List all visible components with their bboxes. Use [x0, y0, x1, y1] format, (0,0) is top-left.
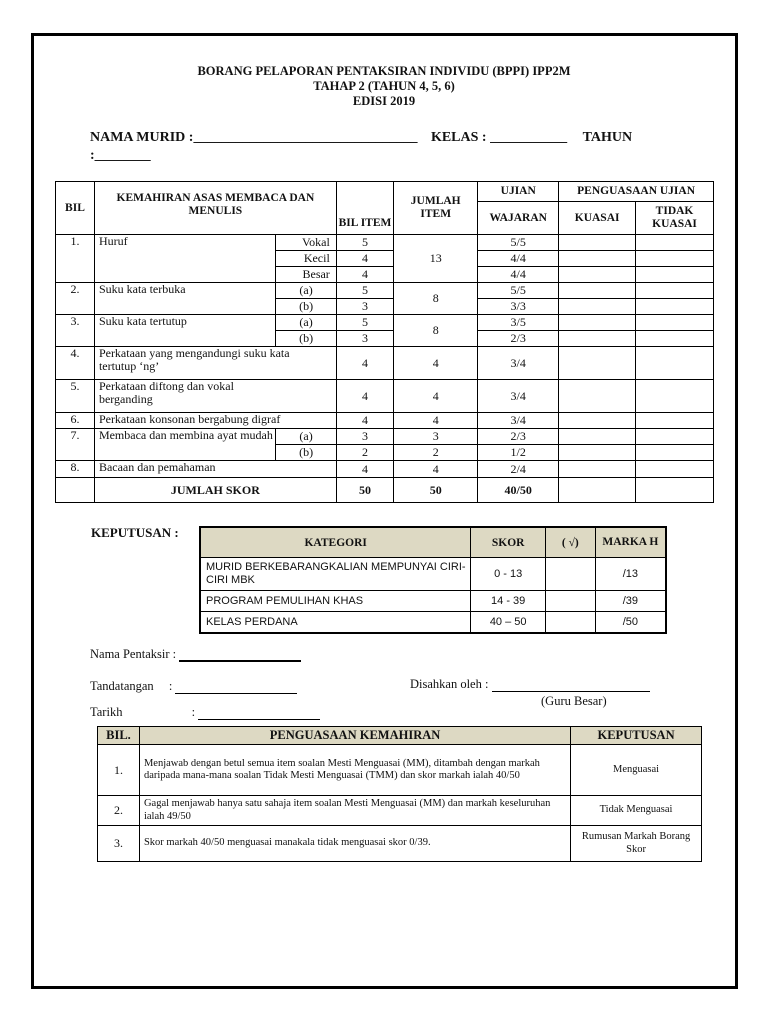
tick-cell[interactable]	[546, 612, 596, 634]
table-row	[56, 380, 714, 413]
wajaran-value: 5/5	[478, 235, 559, 251]
rules-text: Skor markah 40/50 menguasai manakala tidak menguasai skor 0/39.	[139, 826, 570, 862]
table-row	[200, 591, 666, 612]
student-info-line	[90, 130, 632, 146]
jumlah-item-value: 8	[394, 315, 478, 347]
kuasai-cell[interactable]	[559, 478, 636, 503]
bil-item-value: 4	[336, 267, 393, 283]
kuasai-cell[interactable]	[559, 251, 636, 267]
bil-item-value: 4	[336, 347, 393, 380]
tarikh-row	[90, 705, 320, 720]
sub-item: (b)	[276, 299, 336, 315]
tidak-kuasai-cell[interactable]	[636, 478, 714, 503]
rules-text: Gagal menjawab hanya satu sahaja item soalan Mesti Menguasai (MM) dan markah keseluruhan ialah 49/50	[139, 796, 570, 826]
tarikh-field[interactable]	[198, 719, 320, 720]
table-row	[200, 558, 666, 591]
wajaran-value: 4/4	[478, 267, 559, 283]
tarikh-label: Tarikh	[90, 705, 123, 719]
skor-value: 14 - 39	[471, 591, 546, 612]
bil-item-value: 5	[336, 283, 393, 299]
wajaran-value: 2/3	[478, 331, 559, 347]
jumlah-item-value: 8	[394, 283, 478, 315]
table-row	[98, 796, 702, 826]
skor-value: 40 – 50	[471, 612, 546, 634]
tidak-kuasai-cell[interactable]	[636, 267, 714, 283]
bil-item-value: 2	[336, 445, 393, 461]
row-bil: 8.	[56, 461, 95, 478]
table-row	[98, 826, 702, 862]
rules-keputusan-header: KEPUTUSAN	[571, 727, 702, 745]
tidak-kuasai-cell[interactable]	[636, 380, 714, 413]
tahun-label: TAHUN	[582, 130, 633, 145]
disahkan-field[interactable]	[492, 691, 650, 692]
markah-value: /50	[595, 612, 666, 634]
wajaran-value: 3/3	[478, 299, 559, 315]
assessment-table	[55, 181, 714, 503]
kuasai-cell[interactable]	[559, 413, 636, 429]
kuasai-cell[interactable]	[559, 299, 636, 315]
kuasai-cell[interactable]	[559, 461, 636, 478]
tidak-kuasai-cell[interactable]	[636, 315, 714, 331]
sub-item: (b)	[276, 445, 336, 461]
row-bil: 2.	[56, 283, 95, 315]
tick-header: ( √)	[546, 527, 596, 558]
rules-result: Menguasai	[571, 745, 702, 796]
tick-cell[interactable]	[546, 591, 596, 612]
pentaksir-field[interactable]	[179, 660, 301, 662]
kuasai-cell[interactable]	[559, 347, 636, 380]
tarikh-colon: :	[191, 705, 196, 719]
kuasai-cell[interactable]	[559, 235, 636, 251]
tidak-kuasai-cell[interactable]	[636, 251, 714, 267]
rules-table	[97, 726, 702, 862]
jumlah-item-value: 4	[394, 461, 478, 478]
rules-text: Menjawab dengan betul semua item soalan Mesti Menguasai (MM), ditambah dengan markah daripada mana-mana soalan Tidak Mesti Menguasai (TMM) dan skor markah ialah 40/50	[139, 745, 570, 796]
kuasai-cell[interactable]	[559, 283, 636, 299]
tandatangan-colon: :	[168, 679, 173, 693]
jumlah-item-value: 4	[394, 347, 478, 380]
total-bil-item: 50	[336, 478, 393, 503]
kategori-header: KATEGORI	[200, 527, 471, 558]
header-bil: BIL	[56, 182, 95, 235]
wajaran-value: 3/4	[478, 380, 559, 413]
header-jumlah-item: JUMLAH ITEM	[394, 182, 478, 235]
wajaran-value: 2/3	[478, 429, 559, 445]
wajaran-value: 4/4	[478, 251, 559, 267]
wajaran-value: 5/5	[478, 283, 559, 299]
bil-item-value: 4	[336, 461, 393, 478]
rules-bil-header: BIL.	[98, 727, 140, 745]
rules-penguasaan-header: PENGUASAAN KEMAHIRAN	[139, 727, 570, 745]
kategori-value: MURID BERKEBARANGKALIAN MEMPUNYAI CIRI-CIRI MBK	[200, 558, 471, 591]
skill-name: Perkataan konsonan bergabung digraf	[94, 413, 336, 429]
wajaran-value: 2/4	[478, 461, 559, 478]
tandatangan-field[interactable]	[175, 693, 297, 694]
total-label: JUMLAH SKOR	[94, 478, 336, 503]
pentaksir-label: Nama Pentaksir :	[90, 647, 177, 661]
skill-name: Suku kata tertutup	[94, 315, 275, 347]
row-bil: 5.	[56, 380, 95, 413]
jumlah-item-value: 3	[394, 429, 478, 445]
header-tidak-kuasai: TIDAK KUASAI	[636, 202, 714, 235]
row-bil: 4.	[56, 347, 95, 380]
table-row	[56, 315, 714, 331]
kuasai-cell[interactable]	[559, 445, 636, 461]
sub-item: (a)	[276, 315, 336, 331]
header-kemahiran: KEMAHIRAN ASAS MEMBACA DAN MENULIS	[94, 182, 336, 235]
pentaksir-row	[90, 647, 301, 662]
bil-item-value: 5	[336, 235, 393, 251]
skill-name: Suku kata terbuka	[94, 283, 275, 315]
skill-name: Huruf	[94, 235, 275, 283]
skor-value: 0 - 13	[471, 558, 546, 591]
rules-bil: 2.	[98, 796, 140, 826]
kuasai-cell[interactable]	[559, 331, 636, 347]
disahkan-label: Disahkan oleh :	[410, 677, 489, 691]
sub-item: Vokal	[276, 235, 336, 251]
header-bil-item: BIL ITEM	[336, 182, 393, 235]
kuasai-cell[interactable]	[559, 315, 636, 331]
nama-murid-label: NAMA MURID :	[90, 130, 194, 145]
keputusan-table	[199, 526, 667, 634]
wajaran-value: 1/2	[478, 445, 559, 461]
skill-name: Bacaan dan pemahaman	[94, 461, 336, 478]
bil-item-value: 4	[336, 251, 393, 267]
tidak-kuasai-cell[interactable]	[636, 331, 714, 347]
table-row	[56, 461, 714, 478]
table-row	[56, 413, 714, 429]
table-row	[56, 347, 714, 380]
kelas-field[interactable]: ___________	[490, 130, 568, 145]
rules-result: Tidak Menguasai	[571, 796, 702, 826]
rules-bil: 1.	[98, 745, 140, 796]
sub-item: Kecil	[276, 251, 336, 267]
kuasai-cell[interactable]	[559, 267, 636, 283]
bil-item-value: 3	[336, 429, 393, 445]
form-title: BORANG PELAPORAN PENTAKSIRAN INDIVIDU (BPPI) IPP2M	[197, 64, 571, 78]
sub-item: (a)	[276, 283, 336, 299]
wajaran-value: 3/4	[478, 347, 559, 380]
table-row	[56, 429, 714, 445]
header-kuasai: KUASAI	[559, 202, 636, 235]
nama-murid-field[interactable]: ________________________________	[193, 130, 418, 145]
jumlah-item-value: 13	[394, 235, 478, 283]
form-edition: EDISI 2019	[352, 94, 416, 108]
header-ujian: UJIAN	[478, 182, 559, 202]
skill-name: Membaca dan membina ayat mudah	[94, 429, 275, 461]
jumlah-item-value: 2	[394, 445, 478, 461]
bil-item-value: 4	[336, 413, 393, 429]
tahun-field[interactable]: :________	[90, 148, 151, 163]
tidak-kuasai-cell[interactable]	[636, 299, 714, 315]
tidak-kuasai-cell[interactable]	[636, 283, 714, 299]
sub-item: (b)	[276, 331, 336, 347]
markah-value: /39	[595, 591, 666, 612]
total-wajaran: 40/50	[478, 478, 559, 503]
tick-cell[interactable]	[546, 558, 596, 591]
header-penguasaan: PENGUASAAN UJIAN	[559, 182, 714, 202]
bil-item-value: 3	[336, 299, 393, 315]
kuasai-cell[interactable]	[559, 380, 636, 413]
sub-item: (a)	[276, 429, 336, 445]
tandatangan-row	[90, 679, 297, 694]
sub-item: Besar	[276, 267, 336, 283]
disahkan-row	[410, 677, 650, 692]
tidak-kuasai-cell[interactable]	[636, 347, 714, 380]
wajaran-value: 3/4	[478, 413, 559, 429]
tidak-kuasai-cell[interactable]	[636, 429, 714, 445]
kategori-value: PROGRAM PEMULIHAN KHAS	[200, 591, 471, 612]
table-row	[98, 745, 702, 796]
total-jumlah-item: 50	[394, 478, 478, 503]
bil-item-value: 3	[336, 331, 393, 347]
total-row	[56, 478, 714, 503]
row-bil: 1.	[56, 235, 95, 283]
rules-result: Rumusan Markah Borang Skor	[571, 826, 702, 862]
bil-item-value: 4	[336, 380, 393, 413]
table-row	[56, 235, 714, 251]
skill-name: Perkataan yang mengandungi suku kata tertutup ‘ng’	[94, 347, 336, 380]
tidak-kuasai-cell[interactable]	[636, 413, 714, 429]
bil-item-value: 5	[336, 315, 393, 331]
form-subtitle: TAHAP 2 (TAHUN 4, 5, 6)	[313, 79, 455, 93]
header-wajaran: WAJARAN	[478, 202, 559, 235]
tidak-kuasai-cell[interactable]	[636, 461, 714, 478]
tidak-kuasai-cell[interactable]	[636, 235, 714, 251]
row-bil: 3.	[56, 315, 95, 347]
skill-name: Perkataan diftong dan vokal berganding	[94, 380, 336, 413]
wajaran-value: 3/5	[478, 315, 559, 331]
jumlah-item-value: 4	[394, 413, 478, 429]
skor-header: SKOR	[471, 527, 546, 558]
guru-besar-label: (Guru Besar)	[541, 694, 607, 708]
row-bil: 7.	[56, 429, 95, 461]
tandatangan-label: Tandatangan	[90, 679, 154, 693]
row-bil: 6.	[56, 413, 95, 429]
table-row	[56, 283, 714, 299]
kuasai-cell[interactable]	[559, 429, 636, 445]
markah-value: /13	[595, 558, 666, 591]
keputusan-label: KEPUTUSAN :	[91, 525, 179, 540]
table-row	[200, 612, 666, 634]
rules-bil: 3.	[98, 826, 140, 862]
kelas-label: KELAS :	[430, 130, 487, 145]
tidak-kuasai-cell[interactable]	[636, 445, 714, 461]
kategori-value: KELAS PERDANA	[200, 612, 471, 634]
markah-header: MARKA H	[595, 527, 666, 558]
jumlah-item-value: 4	[394, 380, 478, 413]
